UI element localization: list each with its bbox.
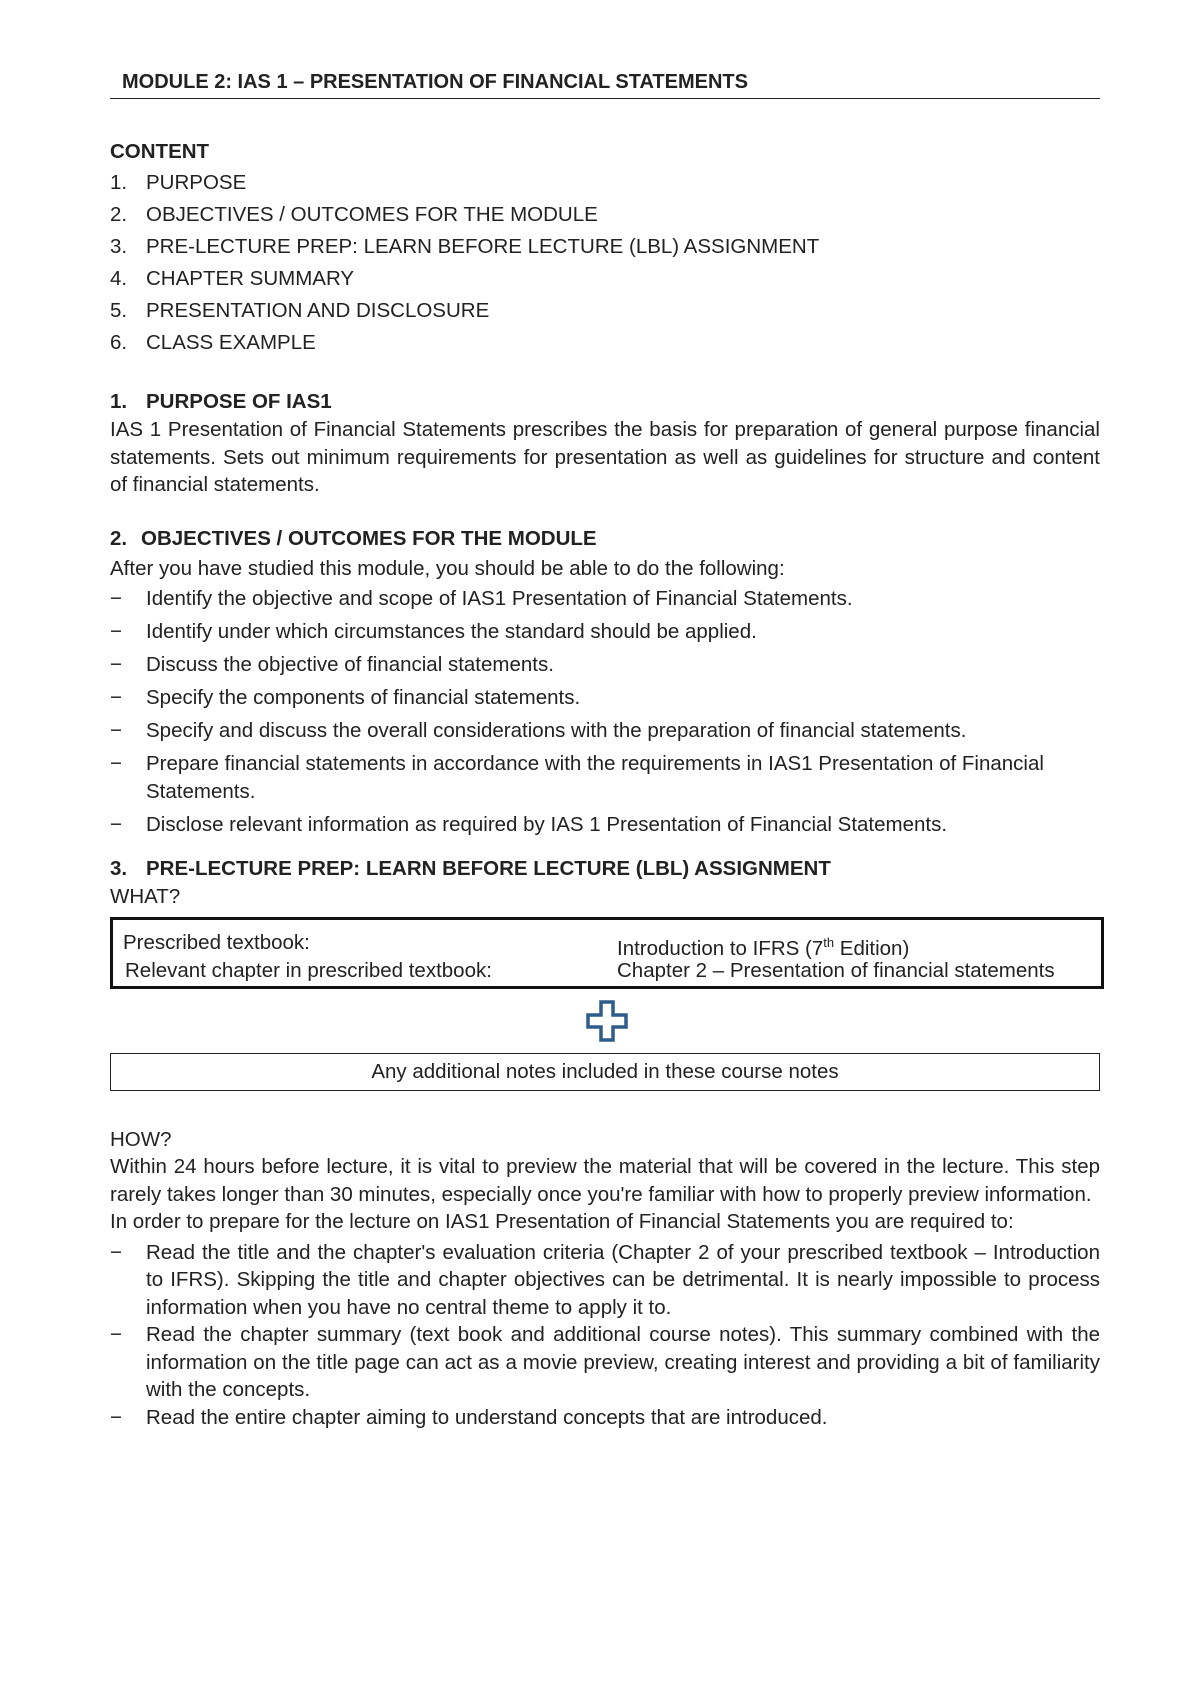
objective-text: Identify under which circumstances the standard should be applied.: [146, 620, 757, 643]
dash-marker: −: [110, 653, 122, 676]
section-2-heading: [110, 525, 1100, 553]
content-item-label: PRESENTATION AND DISCLOSURE: [146, 299, 490, 322]
plus-icon: [586, 1000, 628, 1042]
objective-text: Specify and discuss the overall considerations with the preparation of financial statements.: [146, 719, 967, 742]
section-title: OBJECTIVES / OUTCOMES FOR THE MODULE: [141, 526, 597, 550]
section-number: 2.: [110, 526, 128, 550]
dash-marker: −: [110, 719, 122, 742]
objective-text: Disclose relevant information as required by IAS 1 Presentation of Financial Statements.: [146, 812, 948, 836]
section-number: 1.: [110, 390, 128, 413]
how-item: [110, 1404, 1100, 1432]
edition-suffix: Edition): [834, 936, 910, 960]
content-item: [110, 263, 1100, 295]
dash-marker: −: [110, 812, 122, 836]
objective-item: [110, 651, 1100, 679]
content-item-label: PURPOSE: [146, 171, 247, 194]
content-list: [110, 167, 1100, 359]
textbook-row: [123, 928, 1095, 958]
objectives-list: [110, 585, 1100, 838]
textbook-box: [110, 917, 1104, 989]
content-item-label: PRE-LECTURE PREP: LEARN BEFORE LECTURE (LBL) ASSIGNMENT: [146, 235, 820, 258]
content-item-label: OBJECTIVES / OUTCOMES FOR THE MODULE: [146, 203, 598, 226]
item-number: 5.: [110, 299, 128, 322]
textbook-title: Introduction to IFRS (7: [617, 936, 824, 960]
how-label: HOW?: [110, 1127, 172, 1151]
objective-item: [110, 717, 1100, 745]
objective-item: [110, 750, 1100, 805]
textbook-label: Prescribed textbook:: [123, 930, 310, 954]
objective-item: [110, 811, 1100, 839]
objective-item: [110, 618, 1100, 646]
section-title: PURPOSE OF IAS1: [146, 390, 332, 413]
chapter-value: Chapter 2 – Presentation of financial statements: [617, 958, 1055, 982]
module-title: MODULE 2: IAS 1 – PRESENTATION OF FINANCIAL STATEMENTS: [122, 71, 748, 93]
how-paragraph: Within 24 hours before lecture, it is vital to preview the material that will be covered in the lecture. This step rarely takes longer than 30 minutes, especially once you're familiar with how to properly preview information.: [110, 1155, 1100, 1206]
dash-marker: −: [110, 1405, 122, 1429]
content-item: [110, 167, 1100, 199]
item-number: 1.: [110, 171, 128, 194]
purpose-paragraph: IAS 1 Presentation of Financial Statements prescribes the basis for preparation of general purpose financial statements. Sets out minimum requirements for presentation as well as guidelines for structure and content of financial statements.: [110, 418, 1100, 496]
how-item-text: Read the chapter summary (text book and additional course notes). This summary combined with the information on the title page can act as a movie preview, creating interest and providing a bit of familiarity with the concepts.: [146, 1323, 1100, 1401]
content-heading: CONTENT: [110, 140, 210, 163]
section-3-heading: [110, 855, 1100, 883]
how-item: [110, 1321, 1100, 1404]
content-item: [110, 231, 1100, 263]
how-item: [110, 1239, 1100, 1322]
objective-item: [110, 585, 1100, 613]
how-item-text: Read the entire chapter aiming to understand concepts that are introduced.: [146, 1405, 828, 1429]
objective-text: Identify the objective and scope of IAS1 Presentation of Financial Statements.: [146, 587, 853, 610]
additional-notes-box: [110, 1053, 1100, 1091]
how-instructions: In order to prepare for the lecture on IAS1 Presentation of Financial Statements you are required to:: [110, 1210, 1014, 1233]
section-number: 3.: [110, 857, 128, 880]
item-number: 6.: [110, 331, 128, 354]
dash-marker: −: [110, 587, 122, 610]
document-page: [110, 66, 1100, 1431]
objective-text: Discuss the objective of financial statements.: [146, 653, 554, 676]
objective-item: [110, 684, 1100, 712]
dash-marker: −: [110, 620, 122, 643]
content-item: [110, 199, 1100, 231]
content-item: [110, 327, 1100, 359]
item-number: 3.: [110, 235, 128, 258]
content-item-label: CHAPTER SUMMARY: [146, 267, 355, 290]
item-number: 4.: [110, 267, 128, 290]
item-number: 2.: [110, 203, 128, 226]
dash-marker: −: [110, 752, 122, 775]
what-label: WHAT?: [110, 885, 181, 908]
how-list: [110, 1239, 1100, 1432]
content-item: [110, 295, 1100, 327]
objective-text: Prepare financial statements in accordance with the requirements in IAS1 Presentation of Financial Statements.: [146, 752, 1044, 803]
page-header: [110, 66, 1100, 99]
dash-marker: −: [110, 1323, 122, 1346]
chapter-label: Relevant chapter in prescribed textbook:: [125, 958, 492, 982]
edition-superscript: th: [823, 934, 835, 950]
how-item-text: Read the title and the chapter's evaluation criteria (Chapter 2 of your prescribed textbook – Introduction to IFRS). Skipping the title and chapter objectives can be detrimental. It is nearly impossible to process information when you have no central theme to apply it to.: [146, 1240, 1100, 1319]
dash-marker: −: [110, 686, 122, 709]
dash-marker: −: [110, 1240, 122, 1264]
content-item-label: CLASS EXAMPLE: [146, 331, 316, 354]
section-title: PRE-LECTURE PREP: LEARN BEFORE LECTURE (LBL) ASSIGNMENT: [146, 857, 831, 880]
objective-text: Specify the components of financial statements.: [146, 686, 581, 709]
chapter-row: [125, 956, 1095, 986]
objectives-intro: After you have studied this module, you should be able to do the following:: [110, 556, 785, 580]
additional-notes-text: Any additional notes included in these course notes: [371, 1059, 839, 1083]
plus-separator: [110, 989, 1100, 1053]
section-1-heading: [110, 388, 1100, 416]
